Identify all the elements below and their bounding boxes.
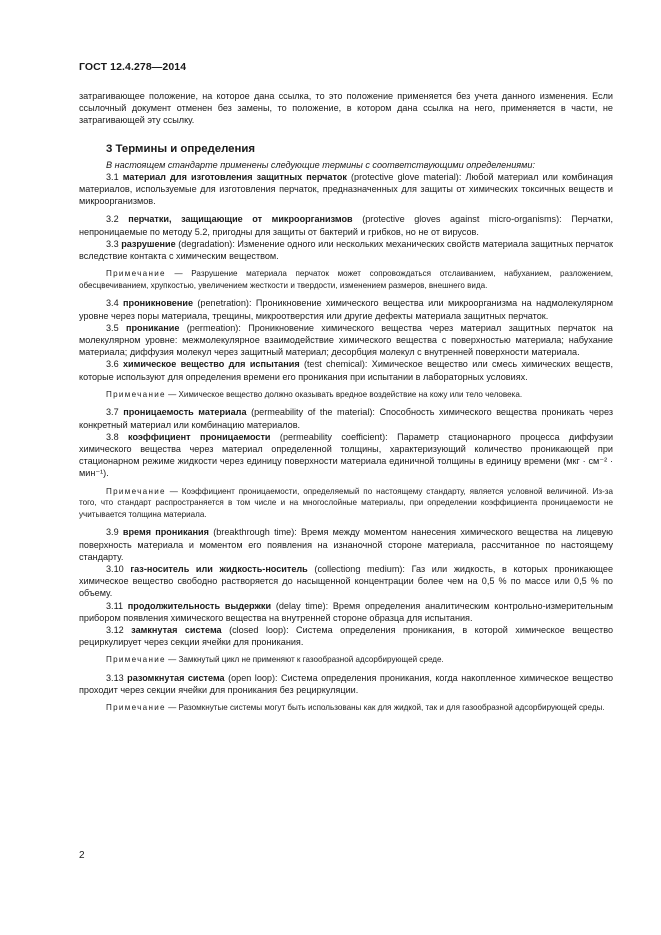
document-body	[79, 90, 613, 720]
term-3-5: 3.5 проникание (permeation): Проникновение химического вещества через материал защитных перчаток на молекулярном уровне: межмолекулярное взаимодействие химического вещества с поверхностью материала; набухание материала; диффузия молекул через защитный материал; десорбция молекул с внутренней поверхности материала.	[79, 322, 613, 358]
term-3-12: 3.12 замкнутая система (closed loop): Система определения проникания, в которой химическое вещество рециркулирует через секции ячейки для проникания.	[79, 625, 613, 648]
note-3-3: Примечание — Разрушение материала перчаток может сопровождаться отслаиванием, набуханием, разложением, обесцвечиванием, хрупкостью, увеличением жесткости и твердости, изменением размеров, внешнего вида.	[79, 269, 614, 290]
section-intro: В настоящем стандарте применены следующие термины с соответствующими определениями:	[106, 159, 535, 170]
term-3-4: 3.4 проникновение (penetration): Проникновение химического вещества или микроорганизма на надмолекулярном уровне через поры материала, трещины, микроотверстия или другие дефекты материала защитных перчаток.	[79, 298, 613, 321]
note-3-8: Примечание — Коэффициент проницаемости, определяемый по настоящему стандарту, является условной величиной. Из-за того, что стандарт распространяется в том числе и на многослойные материалы, при определении коэффициента проницаемости не учитывается толщина материала.	[79, 486, 614, 519]
term-3-3: 3.3 разрушение (degradation): Изменение одного или нескольких механических свойств материала защитных перчаток вследствие контакта с химическим веществом.	[79, 238, 613, 262]
term-3-1: 3.1 материал для изготовления защитных перчаток (protective glove material): Любой материал или комбинация материалов, используемые для изготовления перчаток, предназначенных для защиты от химических токсичных веществ и микроорганизмов.	[79, 171, 613, 207]
term-3-9: 3.9 время проникания (breakthrough time): Время между моментом нанесения химического вещества на лицевую поверхность материала и моментом его появления на изнаночной стороне материала, рассчитанное по настоящему стандарту.	[79, 527, 614, 562]
document-header: ГОСТ 12.4.278—2014	[79, 61, 187, 73]
term-3-7: 3.7 проницаемость материала (permeability of the material): Способность химического вещества проникать через конкретный материал или комбинацию материалов.	[79, 407, 614, 430]
term-3-11: 3.11 продолжительность выдержки (delay time): Время определения аналитическим контрольно-измерительным прибором появления химического вещества на внутренней стороне образца для испытания.	[79, 600, 614, 623]
intro-paragraph: затрагивающее положение, на которое дана ссылка, то это положение применяется без учета данного изменения. Если ссылочный документ отменен без замены, то положение, в котором дана ссылка на него, применяется в части, не затрагивающей эту ссылку.	[79, 91, 613, 126]
page-number: 2	[79, 850, 85, 861]
term-3-13: 3.13 разомкнутая система (open loop): Система определения проникания, когда накопленное химическое вещество проходит через секции ячейки для проникания без рециркуляции.	[79, 673, 613, 696]
term-3-10: 3.10 газ-носитель или жидкость-носитель (collectiong medium): Газ или жидкость, в которых проникающее химическое вещество свободно растворяется до насыщенной концентрации более чем на 0,5 % по массе или 0,5 % по объему.	[79, 564, 614, 599]
term-3-8: 3.8 коэффициент проницаемости (permeability coefficient): Параметр стационарного процесса диффузии химического вещества через материал определенной толщины, характеризующий количество проникающей при стационарном режиме жидкости через единицу поверхности материала единичной толщины в единицу времени (мкг · см⁻² · мин⁻¹).	[79, 431, 614, 479]
note-3-13: Примечание — Разомкнутые системы могут быть использованы как для жидкой, так и для газообразной адсорбирующей среды.	[106, 703, 605, 713]
note-3-12: Примечание — Замкнутый цикл не применяют к газообразной адсорбирующей среде.	[106, 655, 444, 665]
term-3-6: 3.6 химическое вещество для испытания (test chemical): Химическое вещество или смесь химических веществ, которые используют для определения времени его проникания при испытании в лабораторных условиях.	[79, 359, 614, 382]
term-3-2: 3.2 перчатки, защищающие от микроорганизмов (protective gloves against micro-organisms): Перчатки, непроницаемые по методу 5.2, пригодны для защиты от бактерий и грибков, но не от вирусов.	[79, 214, 613, 237]
section-title: 3 Термины и определения	[106, 142, 256, 155]
note-3-6: Примечание — Химическое вещество должно оказывать вредное воздействие на кожу или тело человека.	[106, 389, 523, 399]
